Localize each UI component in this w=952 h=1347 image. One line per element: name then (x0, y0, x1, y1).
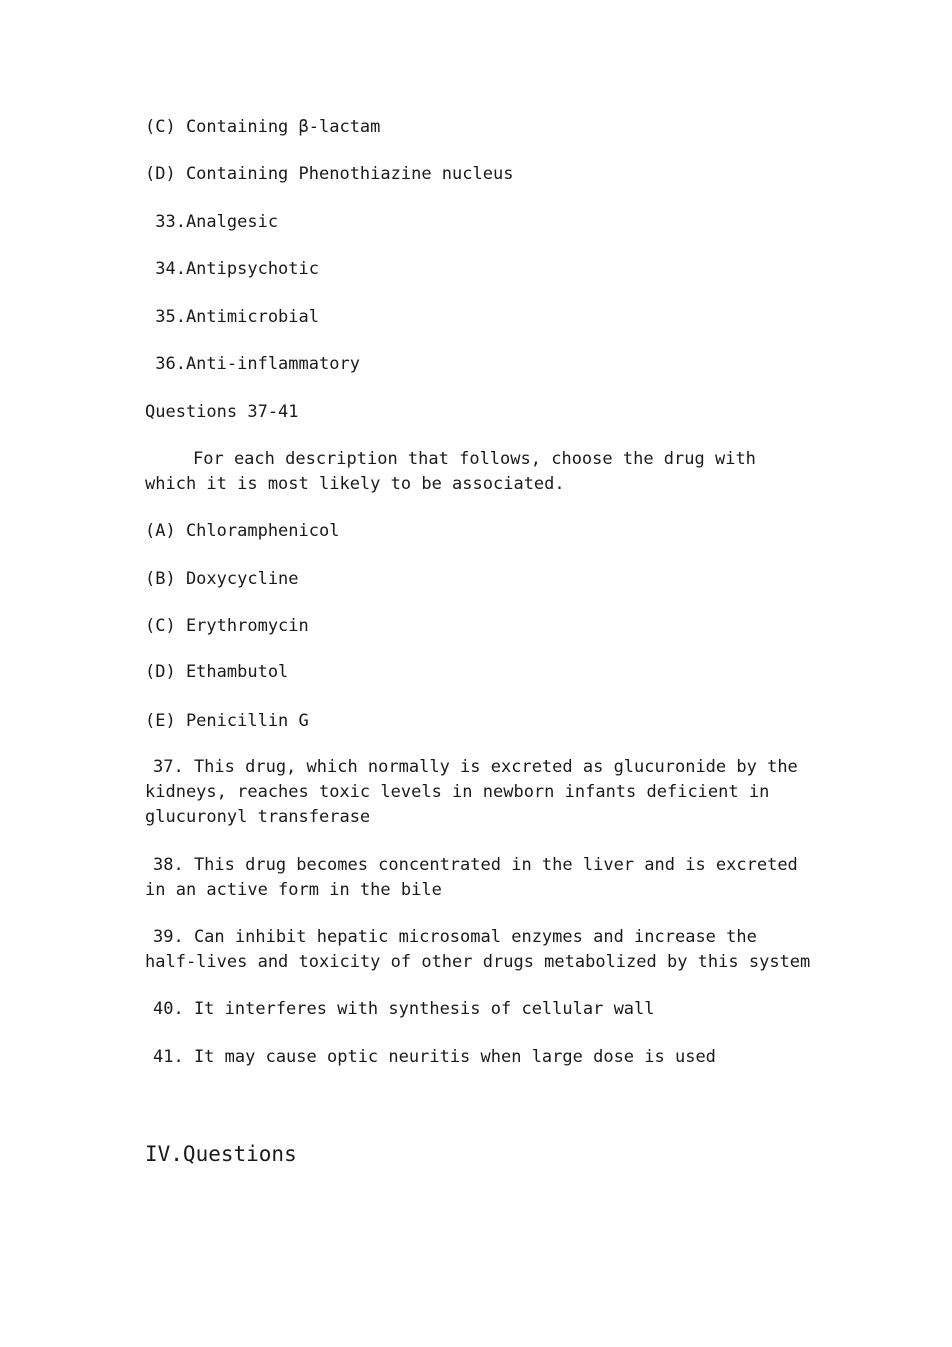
next-section-heading: IV.Questions (145, 1142, 297, 1166)
question-40: 40. It interferes with synthesis of cellular wall (153, 999, 655, 1019)
item-36: 36.Anti-inflammatory (145, 354, 360, 374)
section-title: Questions 37-41 (145, 402, 299, 422)
item-35: 35.Antimicrobial (145, 307, 319, 327)
question-39: 39. Can inhibit hepatic microsomal enzymes and increase the half-lives and toxicity of other drugs metabolized by this system (145, 927, 811, 972)
drug-option-a: (A) Chloramphenicol (145, 521, 340, 541)
drug-option-c: (C) Erythromycin (145, 616, 309, 636)
drug-option-e: (E) Penicillin G (145, 711, 309, 731)
question-41: 41. It may cause optic neuritis when large dose is used (153, 1047, 716, 1067)
instruction-paragraph: For each description that follows, choose the drug with which it is most likely to be associated. (145, 449, 756, 494)
drug-option-d: (D) Ethambutol (145, 662, 289, 682)
option-c-beta-lactam: (C) Containing β-lactam (145, 117, 381, 137)
item-33: 33.Analgesic (145, 212, 279, 232)
option-d-phenothiazine: (D) Containing Phenothiazine nucleus (145, 164, 514, 184)
question-37: 37. This drug, which normally is excreted as glucuronide by the kidneys, reaches toxic levels in newborn infants deficient in glucuronyl transferase (145, 757, 798, 827)
drug-option-b: (B) Doxycycline (145, 569, 299, 589)
question-38: 38. This drug becomes concentrated in the liver and is excreted in an active form in the bile (145, 855, 798, 900)
item-34: 34.Antipsychotic (145, 259, 319, 279)
